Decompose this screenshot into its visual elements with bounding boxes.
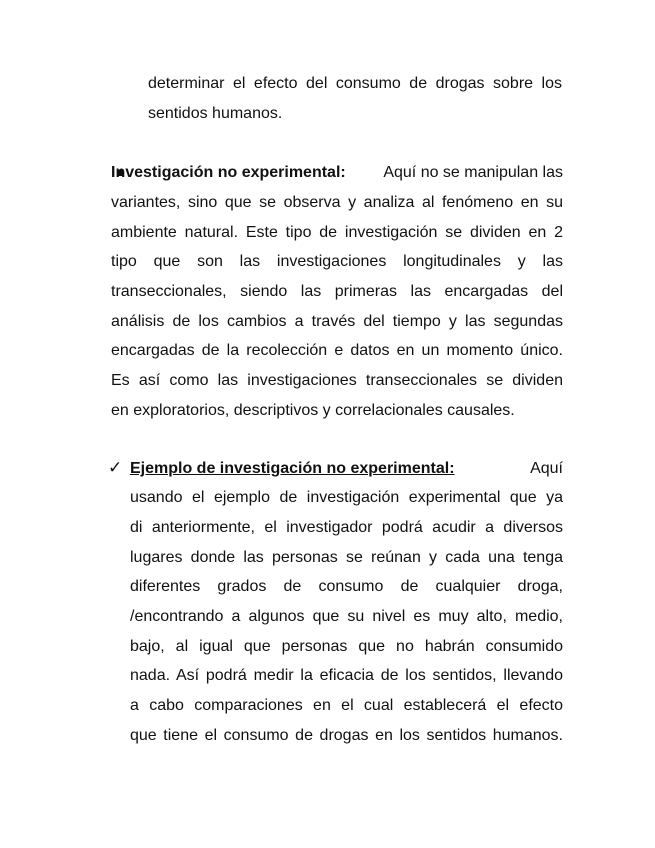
intro-line-1: determinar el efecto del consumo de drogas sobre los <box>148 75 562 92</box>
example-first-line <box>130 459 563 479</box>
section-line: encargadas de la recolección e datos en un momento único. <box>111 342 563 359</box>
example-line: a cabo comparaciones en el cual establecerá el efecto <box>130 697 563 714</box>
example-line: bajo, al igual que personas que no habrán consumido <box>130 638 563 655</box>
section-line: Es así como las investigaciones transeccionales se dividen <box>111 372 563 389</box>
section-line: ambiente natural. Este tipo de investigación se dividen en 2 <box>111 224 563 241</box>
example-line: usando el ejemplo de investigación experimental que ya <box>130 489 563 506</box>
section-heading: Investigación no experimental: <box>111 164 346 181</box>
checkmark-icon: ✓ <box>108 458 123 477</box>
section-line: análisis de los cambios a través del tiempo y las segundas <box>111 313 563 330</box>
section-line: tipo que son las investigaciones longitudinales y las <box>111 253 563 270</box>
example-line: que tiene el consumo de drogas en los sentidos humanos. <box>130 727 563 744</box>
intro-line-2: sentidos humanos. <box>148 105 283 122</box>
example-line: /encontrando a algunos que su nivel es muy alto, medio, <box>130 608 563 625</box>
example-heading: Ejemplo de investigación no experimental: <box>130 460 455 477</box>
section-first-line-rest: Aquí no se manipulan las <box>383 164 563 181</box>
section-line: transeccionales, siendo las primeras las encargadas del <box>111 283 563 300</box>
section-line: variantes, sino que se observa y analiza al fenómeno en su <box>111 194 563 211</box>
example-line: di anteriormente, el investigador podrá acudir a diversos <box>130 519 563 536</box>
example-line: diferentes grados de consumo de cualquier droga, <box>130 578 563 595</box>
section-line: en exploratorios, descriptivos y correlacionales causales. <box>111 402 515 419</box>
example-line: lugares donde las personas se reúnan y cada una tenga <box>130 549 563 566</box>
example-line: nada. Así podrá medir la eficacia de los sentidos, llevando <box>130 667 563 684</box>
example-first-line-rest: Aquí <box>530 460 563 477</box>
section-first-line <box>111 163 563 183</box>
